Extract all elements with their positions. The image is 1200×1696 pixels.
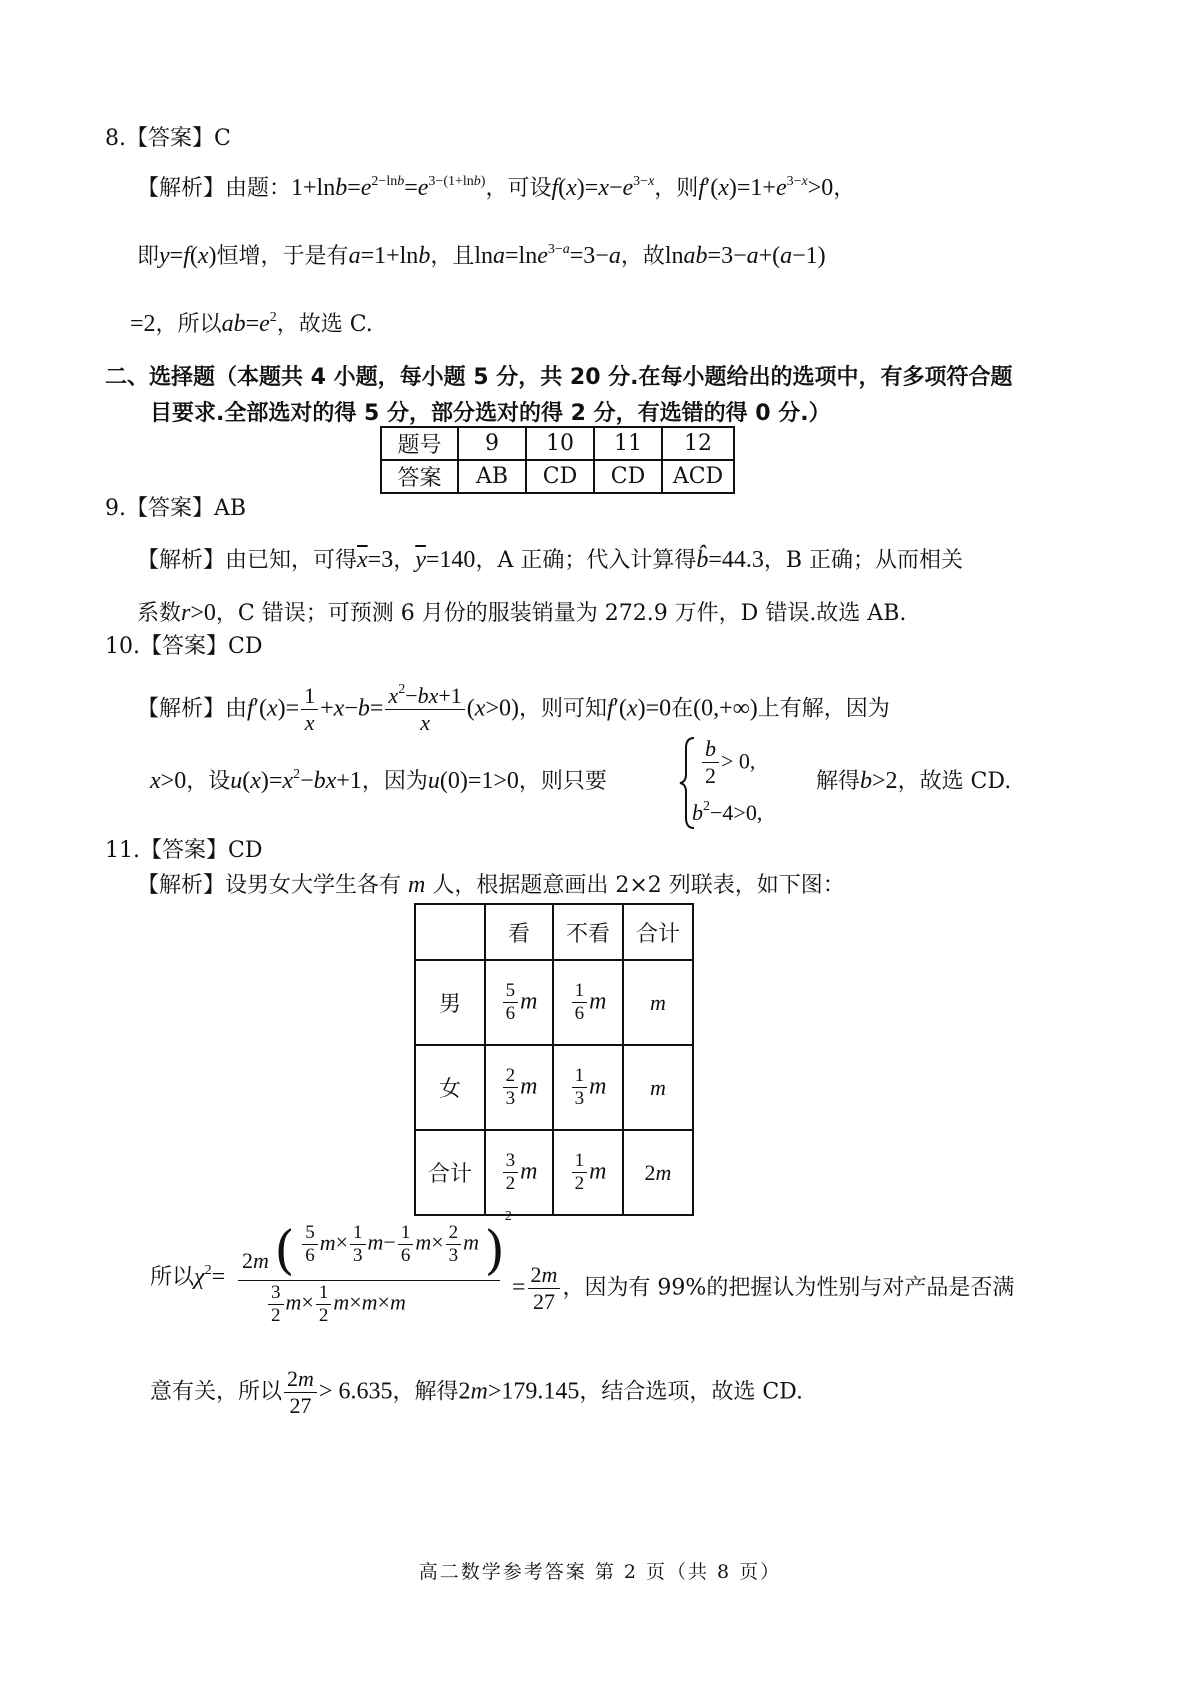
contingency-row-male (415, 960, 693, 1045)
q10-interval: (0,+∞) (693, 695, 758, 722)
chi-equals: = (512, 1274, 526, 1301)
q10-eq0: f′(x)=0 (607, 695, 672, 722)
q11-f-den: 27 (289, 1393, 312, 1418)
contingency-row-label: 合计 (415, 1130, 485, 1215)
chi-denominator: $\frac{3}{2}$ m× $\frac{1}{2}$ m×m×m (266, 1282, 406, 1327)
q10-l2d: ，则只要 (518, 769, 607, 794)
q10-system-row1 (700, 736, 755, 789)
q10-frac2-den: x (420, 710, 430, 735)
q10-mid: +x−b= (320, 695, 384, 722)
contingency-cell-total: 2m (623, 1130, 693, 1215)
answer-table-cell: 10 (526, 427, 594, 460)
q10-l1a: 【解析】由 (137, 696, 248, 722)
q9-answer-label (105, 494, 246, 524)
q10-explanation-line2 (150, 766, 607, 797)
answer-table-cell: 9 (458, 427, 526, 460)
q10-l2f: ，故选 CD. (897, 769, 1012, 794)
q11-l3c: ，解得 (392, 1379, 459, 1405)
q9-answer-text: 9.【答案】AB (105, 496, 247, 521)
q11-l3d: ，结合选项，故选 CD. (579, 1379, 804, 1405)
contingency-row-label: 女 (415, 1045, 485, 1130)
contingency-table (414, 903, 694, 1216)
q10-frac1-den: x (304, 710, 315, 735)
q8-text2: ，则 (654, 176, 699, 201)
chi-numerator: 2m ( $\frac{5}{6}$ m× $\frac{1}{3}$ m− $\frac{1}{6}$ m× $\frac{2}{3}$ m )$^2$ (242, 1208, 512, 1281)
chi-result-frac (528, 1262, 561, 1315)
q8-yfx: y=f(x) (159, 243, 217, 269)
answer-table-answer-row (381, 460, 734, 493)
q11-f-num: 2m (284, 1366, 317, 1393)
q8-lnab: lnab=3−a+(a−1) (664, 243, 826, 269)
q8-text1: ，可设 (485, 176, 552, 201)
answer-table-cell: CD (526, 460, 594, 493)
page-footer: 高二数学参考答案 第 2 页（共 8 页） (418, 1561, 782, 1583)
q10-l1b: ，则可知 (518, 696, 607, 722)
q8-explanation-line3 (130, 309, 373, 340)
contingency-row-female (415, 1045, 693, 1130)
chi-so: 所以 (150, 1265, 195, 1290)
answer-table-number-row (381, 427, 734, 460)
contingency-cell: $\frac{1}{2}$ m (553, 1130, 623, 1215)
q11-sol: 2m>179.145 (458, 1378, 580, 1405)
q9-explanation-line1 (137, 545, 963, 576)
q9-l1a: 【解析】由已知，可得 (137, 548, 358, 573)
q9-xbar: $\overline{x}=3$ (357, 547, 394, 573)
q8-l3b: ，所以 (155, 312, 222, 337)
q11-explanation-line1 (137, 870, 845, 901)
q8-lna: lna=lne$^{3-a}$=3−a (474, 242, 621, 269)
q10-cond: (x>0) (466, 695, 519, 722)
q11-answer-text: 11.【答案】CD (105, 838, 263, 863)
contingency-header-cell: 不看 (553, 904, 623, 960)
q8-l2b: 恒增，于是有 (216, 244, 349, 269)
q9-ybar: $\overline{y}=140$ (415, 547, 476, 573)
answer-table-cell: 11 (594, 427, 662, 460)
chi-result-den: 27 (532, 1289, 555, 1314)
contingency-header-row (415, 904, 693, 960)
contingency-header-cell: 合计 (623, 904, 693, 960)
chi-fraction (238, 1208, 512, 1332)
q10-b-over-2 (702, 736, 719, 789)
contingency-cell-total: m (623, 1045, 693, 1130)
contingency-header-cell: 看 (485, 904, 553, 960)
q10-sys-den: 2 (705, 763, 716, 788)
q8-explanation-line1 (137, 173, 855, 204)
q11-frac-2m-27 (284, 1366, 317, 1419)
q8-answer-text: 8.【答案】C (105, 126, 231, 151)
q8-l2d: ，故 (620, 244, 665, 269)
q8-l3c: ，故选 C. (276, 312, 373, 337)
chi-symbol: $\chi^2=$ (194, 1263, 226, 1290)
q11-conclusion-line (150, 1366, 803, 1419)
q10-x-pos: x>0 (150, 768, 187, 794)
q10-l1c: 在 (671, 696, 694, 722)
contingency-header-cell (415, 904, 485, 960)
q10-inequality-system (678, 736, 798, 830)
q8-fpx: $f'(x)=1+e^{3-x}>0$ (698, 174, 834, 201)
q10-system-row2: $b^2-4>0$, (692, 799, 763, 825)
q11-m: m (408, 872, 426, 898)
q10-answer-text: 10.【答案】CD (105, 634, 263, 659)
q10-l2b: ，设 (186, 769, 231, 794)
q11-l1b: 人，根据题意画出 2×2 列联表，如下图： (432, 873, 845, 898)
contingency-cell: $\frac{3}{2}$ m (485, 1130, 553, 1215)
chi-fraction-bar (238, 1280, 500, 1281)
answer-table-cell: CD (594, 460, 662, 493)
q9-l1c: ，B 正确；从而相关 (763, 548, 964, 573)
q10-l2c: ，因为 (361, 769, 428, 794)
q9-l2a: 系数 (137, 601, 182, 626)
contingency-row-total (415, 1130, 693, 1215)
q9-l1b: ，A 正确；代入计算得 (475, 548, 697, 573)
chi-label (150, 1262, 225, 1293)
q9-explanation-line2 (137, 598, 906, 629)
q8-eq2: =2 (130, 311, 156, 337)
q11-answer-label (105, 836, 262, 866)
contingency-cell: $\frac{5}{6}$ m (485, 960, 553, 1045)
answer-table-row-header: 答案 (381, 460, 458, 493)
q8-l2a: 即 (137, 244, 160, 269)
q10-l2e: 解得 (816, 769, 861, 794)
contingency-row-label: 男 (415, 960, 485, 1045)
q10-frac2-num: $x^2-bx+1$ (385, 683, 464, 710)
answer-table-cell: ACD (662, 460, 734, 493)
q8-eq1: $1+\ln b=e^{2-lnb}=e^{3-(1+lnb)}$ (291, 174, 486, 201)
q10-answer-label (105, 632, 262, 662)
section2-heading-line2: 目要求.全部选对的得 5 分，部分选对的得 2 分，有选错的得 0 分.） (150, 401, 831, 426)
q9-sep: ， (393, 548, 416, 573)
section2-heading-line1: 二、选择题（本题共 4 小题，每小题 5 分，共 20 分.在每小题给出的选项中，有多项符合题 (105, 365, 1013, 390)
chi-result (512, 1262, 1014, 1315)
q10-fpx: f′(x)= (247, 695, 300, 722)
q10-frac-1-over-x (301, 683, 318, 736)
q11-l1a: 【解析】设男女大学生各有 (137, 873, 402, 898)
contingency-cell-total: m (623, 960, 693, 1045)
q10-l1d: 上有解，因为 (757, 696, 890, 722)
q8-a-eq: a=1+lnb (348, 243, 431, 269)
q8-explanation-line2 (137, 241, 826, 272)
q9-l2b: ，C 错误；可预测 6 月份的服装销量为 272.9 万件，D 错误.故选 AB. (215, 601, 907, 626)
answer-table-cell: 12 (662, 427, 734, 460)
q8-ab: $ab=e^2$ (221, 310, 277, 337)
q8-fx: $f(x)=x-e^{3-x}$ (551, 174, 655, 201)
q8-l2c: ，且 (430, 244, 475, 269)
q9-bhat: b̂=44.3 (696, 547, 764, 573)
q10-frac1-num: 1 (301, 683, 318, 710)
q10-u0: u(0)=1>0 (427, 768, 519, 794)
q10-explanation-line2-tail (816, 766, 1011, 797)
contingency-cell: $\frac{2}{3}$ m (485, 1045, 553, 1130)
contingency-cell: $\frac{1}{6}$ m (553, 960, 623, 1045)
answer-table-row-header: 题号 (381, 427, 458, 460)
answer-table-cell: AB (458, 460, 526, 493)
q8-answer-label (105, 124, 231, 154)
q8-text2b: ， (833, 176, 856, 201)
q10-ux: $u(x)=x^2-bx+1$ (230, 767, 362, 794)
chi-result-num: 2m (528, 1262, 561, 1289)
contingency-cell: $\frac{1}{3}$ m (553, 1045, 623, 1130)
q9-r: r>0 (181, 600, 216, 626)
q10-frac-poly (385, 683, 464, 736)
q11-l3b: > 6.635 (318, 1378, 393, 1405)
q10-sys-num: b (702, 736, 719, 763)
q10-sys-r1: > 0, (721, 748, 756, 774)
chi-text-b: ，因为有 99%的把握认为性别与对产品是否满 (562, 1275, 1015, 1301)
q8-expl-label: 【解析】由题： (137, 176, 292, 201)
answer-table (380, 426, 735, 494)
q10-explanation-line1 (137, 683, 890, 736)
q10-b2: b>2 (860, 768, 898, 794)
q11-l3a: 意有关，所以 (150, 1379, 283, 1405)
